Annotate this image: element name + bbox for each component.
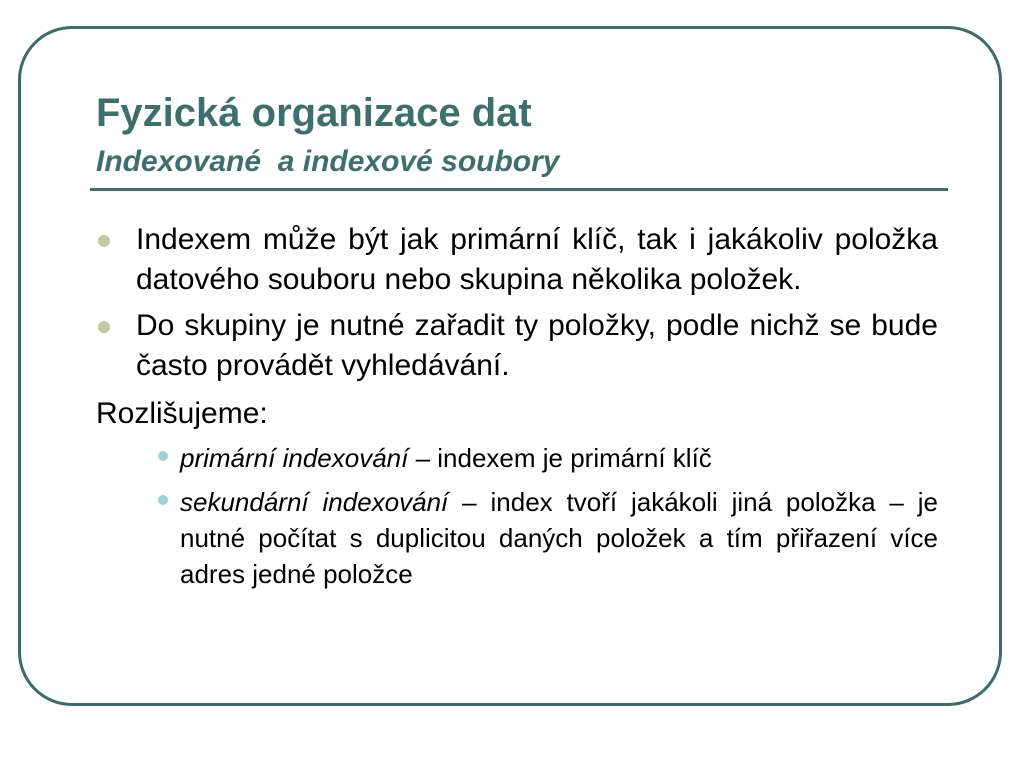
sub-bullet-dot-icon: [158, 495, 168, 505]
sub-bullet-term: primární indexování: [180, 443, 409, 473]
title-divider: [90, 188, 948, 191]
intro-text: Rozlišujeme:: [96, 397, 268, 430]
bullet-item: [96, 220, 938, 300]
sub-bullet-text: – indexem je primární klíč: [408, 443, 712, 473]
sub-bullet-item: [158, 440, 938, 476]
sub-bullet-text: – index tvoří jakákoli jiná položka – je nutné počítat s duplicitou daných položek a tím přiřazení více adres jedné položce: [180, 487, 938, 589]
slide-subtitle: Indexované a indexové soubory: [96, 145, 560, 178]
bullet-text: Indexem může být jak primární klíč, tak i jakákoliv položka datového souboru nebo skupina několika položek.: [136, 223, 938, 296]
sub-bullet-term: sekundární indexování: [180, 487, 449, 517]
bullet-dot-icon: [98, 321, 110, 333]
sub-bullet-item: [158, 484, 938, 592]
bullet-text: Do skupiny je nutné zařadit ty položky, podle nichž se bude často provádět vyhledávání.: [136, 309, 938, 382]
bullet-dot-icon: [98, 235, 110, 247]
sub-bullet-dot-icon: [158, 451, 168, 461]
slide-content: [96, 220, 938, 600]
bullet-item: [96, 306, 938, 386]
slide-title: Fyzická organizace dat: [96, 91, 532, 135]
